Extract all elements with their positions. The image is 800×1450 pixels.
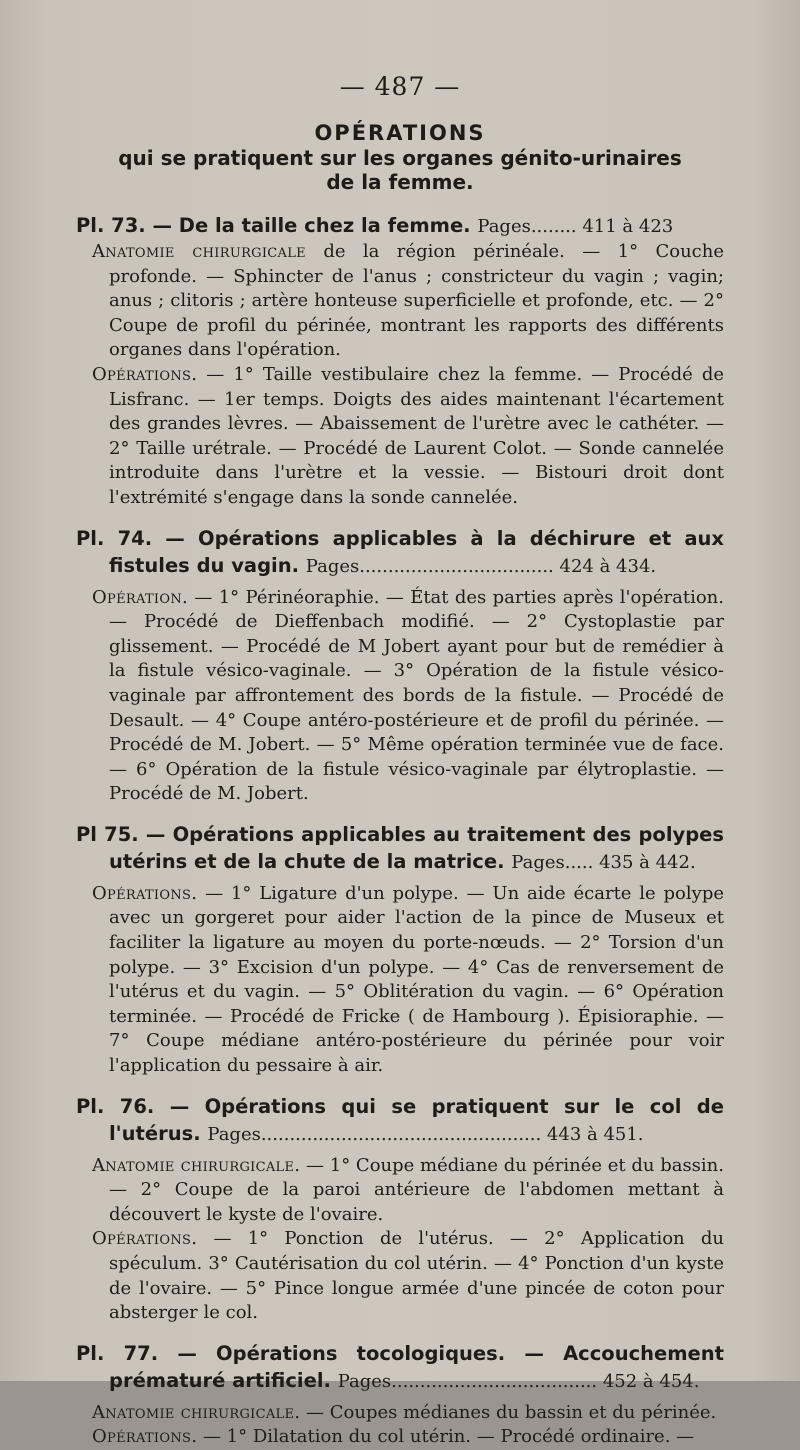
paragraph-label: Opérations. bbox=[92, 1228, 198, 1250]
plate-pages: Pages........ 411 à 423 bbox=[477, 216, 674, 237]
plate-paragraph bbox=[76, 882, 724, 1079]
plate-paragraph bbox=[76, 1227, 724, 1325]
plate-title-text: Pl. 73. — De la taille chez la femme. bbox=[76, 214, 478, 237]
plate-pages: Pages..... 435 à 442. bbox=[511, 851, 696, 873]
heading-subtitle-line2: de la femme. bbox=[326, 170, 474, 194]
plate-list bbox=[76, 212, 724, 1450]
paragraph-text: — 1° Taille vestibulaire chez la femme. — Procédé de Lisfranc. — 1er temps. Doigts des aides maintenant l'écartement des grandes lèvres. — Abaissement de l'urètre avec le cathéter. — 2° Taille urétrale. — Procédé de Laurent Colot. — Sonde cannelée introduite dans l'urètre et la vessie. — Bistouri droit dont l'extrémité s'engage dans la sonde cannelée. bbox=[109, 363, 724, 508]
plate-title-text: Pl. 74. — Opérations applicables à la déchirure et aux fistules du vagin. bbox=[76, 526, 724, 577]
plate-paragraph bbox=[76, 363, 724, 511]
paragraph-label: Opération. bbox=[92, 586, 189, 608]
plate-entry-74 bbox=[76, 525, 724, 807]
heading-title: OPÉRATIONS bbox=[314, 121, 486, 145]
paragraph-label: Anatomie chirurgicale bbox=[92, 241, 306, 262]
plate-paragraph bbox=[76, 586, 724, 807]
plate-title-text: Pl. 77. — Opérations tocologiques. — Accouchement prématuré artificiel. bbox=[76, 1341, 724, 1392]
plate-paragraph bbox=[76, 1154, 724, 1228]
plate-title-text: Pl. 76. — Opérations qui se pratiquent sur le col de l'utérus. bbox=[76, 1094, 724, 1145]
paragraph-text: — 1° Ligature d'un polype. — Un aide écarte le polype avec un gorgeret pour aider l'action de la pince de Museux et faciliter la ligature au moyen du porte-nœuds. — 2° Torsion d'un polype. — 3° Excision d'un polype. — 4° Cas de renversement de l'utérus et du vagin. — 5° Oblitération du vagin. — 6° Opération terminée. — Procédé de Fricke ( de Hambourg ). Épisioraphie. — 7° Coupe médiane antéro-postérieure du périnée pour voir l'application du pessaire à air. bbox=[109, 882, 724, 1077]
plate-title bbox=[76, 821, 724, 876]
plate-entry-75 bbox=[76, 821, 724, 1079]
plate-entry-76 bbox=[76, 1093, 724, 1326]
heading-subtitle-line1: qui se pratiquent sur les organes génito-urinaires bbox=[118, 146, 682, 170]
plate-paragraph bbox=[76, 240, 724, 363]
plate-pages: Pages.................................... 452 à 454. bbox=[337, 1370, 700, 1392]
paragraph-label: Opérations. bbox=[92, 1426, 198, 1448]
plate-title-text: Pl 75. — Opérations applicables au traitement des polypes utérins et de la chute de la matrice. bbox=[76, 822, 724, 873]
page-number: — 487 — bbox=[339, 72, 461, 101]
plate-pages: Pages.................................. 424 à 434. bbox=[305, 555, 657, 577]
plate-title bbox=[76, 525, 724, 580]
plate-paragraph bbox=[76, 1425, 724, 1450]
paragraph-text: — 1° Dilatation du col utérin. — Procédé ordinaire. — bbox=[197, 1426, 695, 1448]
paragraph-text: — Coupes médianes du bassin et du périnée. bbox=[300, 1401, 717, 1423]
paragraph-label: Anatomie chirurgicale. bbox=[92, 1154, 301, 1176]
paragraph-text: de la région périnéale. — 1° Couche profonde. — Sphincter de l'anus ; constricteur du vagin ; vagin; anus ; clitoris ; artère honteuse superficielle et profonde, etc. — 2° Coupe de profil du périnée, montrant les rapports des différents organes dans l'opération. bbox=[109, 241, 724, 361]
plate-pages: Pages................................................. 443 à 451. bbox=[207, 1123, 644, 1145]
section-heading bbox=[0, 120, 800, 194]
plate-paragraph bbox=[76, 1401, 724, 1426]
paragraph-text: — 1° Coupe médiane du périnée et du bassin. — 2° Coupe de la paroi antérieure de l'abdomen mettant à découvert le kyste de l'ovaire. bbox=[109, 1154, 724, 1225]
plate-entry-77 bbox=[76, 1340, 724, 1450]
plate-title bbox=[76, 1093, 724, 1148]
plate-entry-73 bbox=[76, 212, 724, 511]
paragraph-text: — 1° Périnéoraphie. — État des parties après l'opération. — Procédé de Dieffenbach modifié. — 2° Cystoplastie par glissement. — Procédé de M Jobert ayant pour but de remédier à la fistule vésico-vaginale. — 3° Opération de la fistule vésico-vaginale par affrontement des bords de la fistule. — Procédé de Desault. — 4° Coupe antéro-postérieure et de profil du périnée. — Procédé de M. Jobert. — 5° Même opération terminée vue de face. — 6° Opération de la fistule vésico-vaginale par élytroplastie. — Procédé de M. Jobert. bbox=[109, 586, 724, 805]
paragraph-label: Opérations. bbox=[92, 882, 198, 904]
paragraph-text: — 1° Ponction de l'utérus. — 2° Application du spéculum. 3° Cautérisation du col utérin. — 4° Ponction d'un kyste de l'ovaire. — 5° Pince longue armée d'une pincée de coton pour absterger le col. bbox=[109, 1228, 724, 1324]
plate-title bbox=[76, 1340, 724, 1395]
paragraph-label: Anatomie chirurgicale. bbox=[92, 1401, 301, 1423]
paragraph-label: Opérations. bbox=[92, 363, 198, 385]
plate-title bbox=[76, 212, 724, 240]
